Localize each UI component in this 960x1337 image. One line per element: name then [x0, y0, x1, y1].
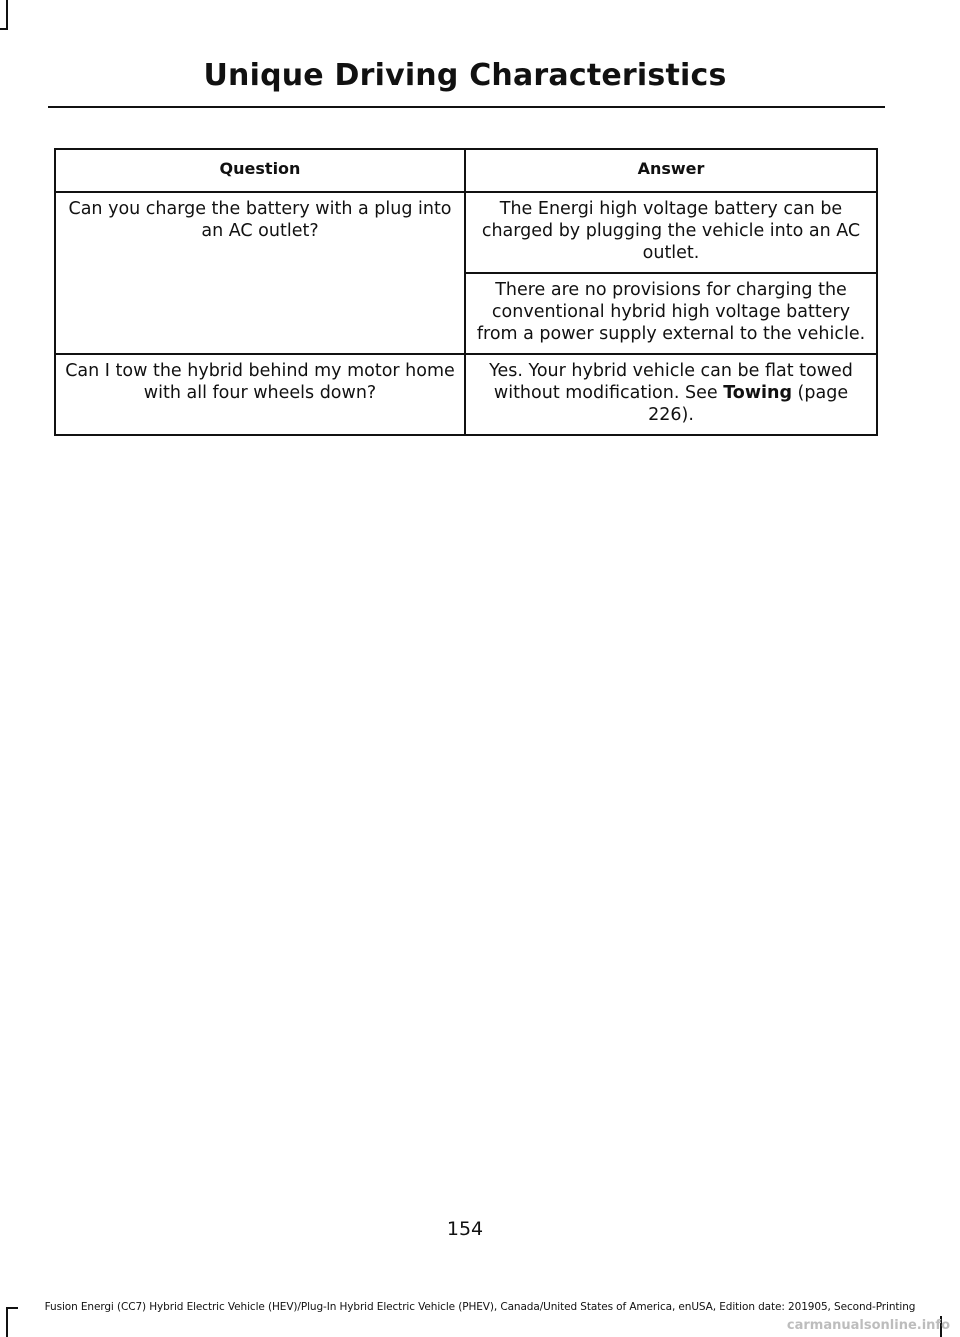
towing-reference-link[interactable]: Towing — [723, 383, 792, 403]
table-row — [55, 354, 877, 435]
answer-cell: There are no provisions for charging the conventional hybrid high voltage battery from a power supply external to the vehicle. — [465, 273, 877, 354]
table-header-row — [55, 149, 877, 192]
page-title: Unique Driving Characteristics — [203, 58, 727, 93]
answer-page-ref: (page 226). — [648, 383, 849, 425]
answer-cell: The Energi high voltage battery can be charged by plugging the vehicle into an AC outlet. — [465, 192, 877, 273]
footer-edition-info: Fusion Energi (CC7) Hybrid Electric Vehicle (HEV)/Plug-In Hybrid Electric Vehicle (PHEV), Canada/United States of America, enUSA, Edition date: 201905, Second-Printing — [44, 1301, 916, 1313]
header-question: Question — [55, 149, 465, 192]
crop-mark-top-left-v — [6, 0, 8, 30]
header-answer: Answer — [465, 149, 877, 192]
table-row — [55, 273, 877, 354]
answer-text: Yes. Your hybrid vehicle can be flat towed without modification. See — [489, 361, 853, 403]
title-rule — [48, 106, 885, 108]
qa-table — [54, 148, 878, 436]
page-number: 154 — [446, 1218, 484, 1240]
answer-cell — [465, 354, 877, 435]
table-row — [55, 192, 877, 273]
watermark: carmanualsonline.info — [786, 1318, 950, 1333]
crop-mark-top-left-h — [0, 28, 8, 30]
question-cell-continued — [55, 273, 465, 354]
question-cell: Can you charge the battery with a plug into an AC outlet? — [55, 192, 465, 273]
question-cell: Can I tow the hybrid behind my motor home with all four wheels down? — [55, 354, 465, 435]
